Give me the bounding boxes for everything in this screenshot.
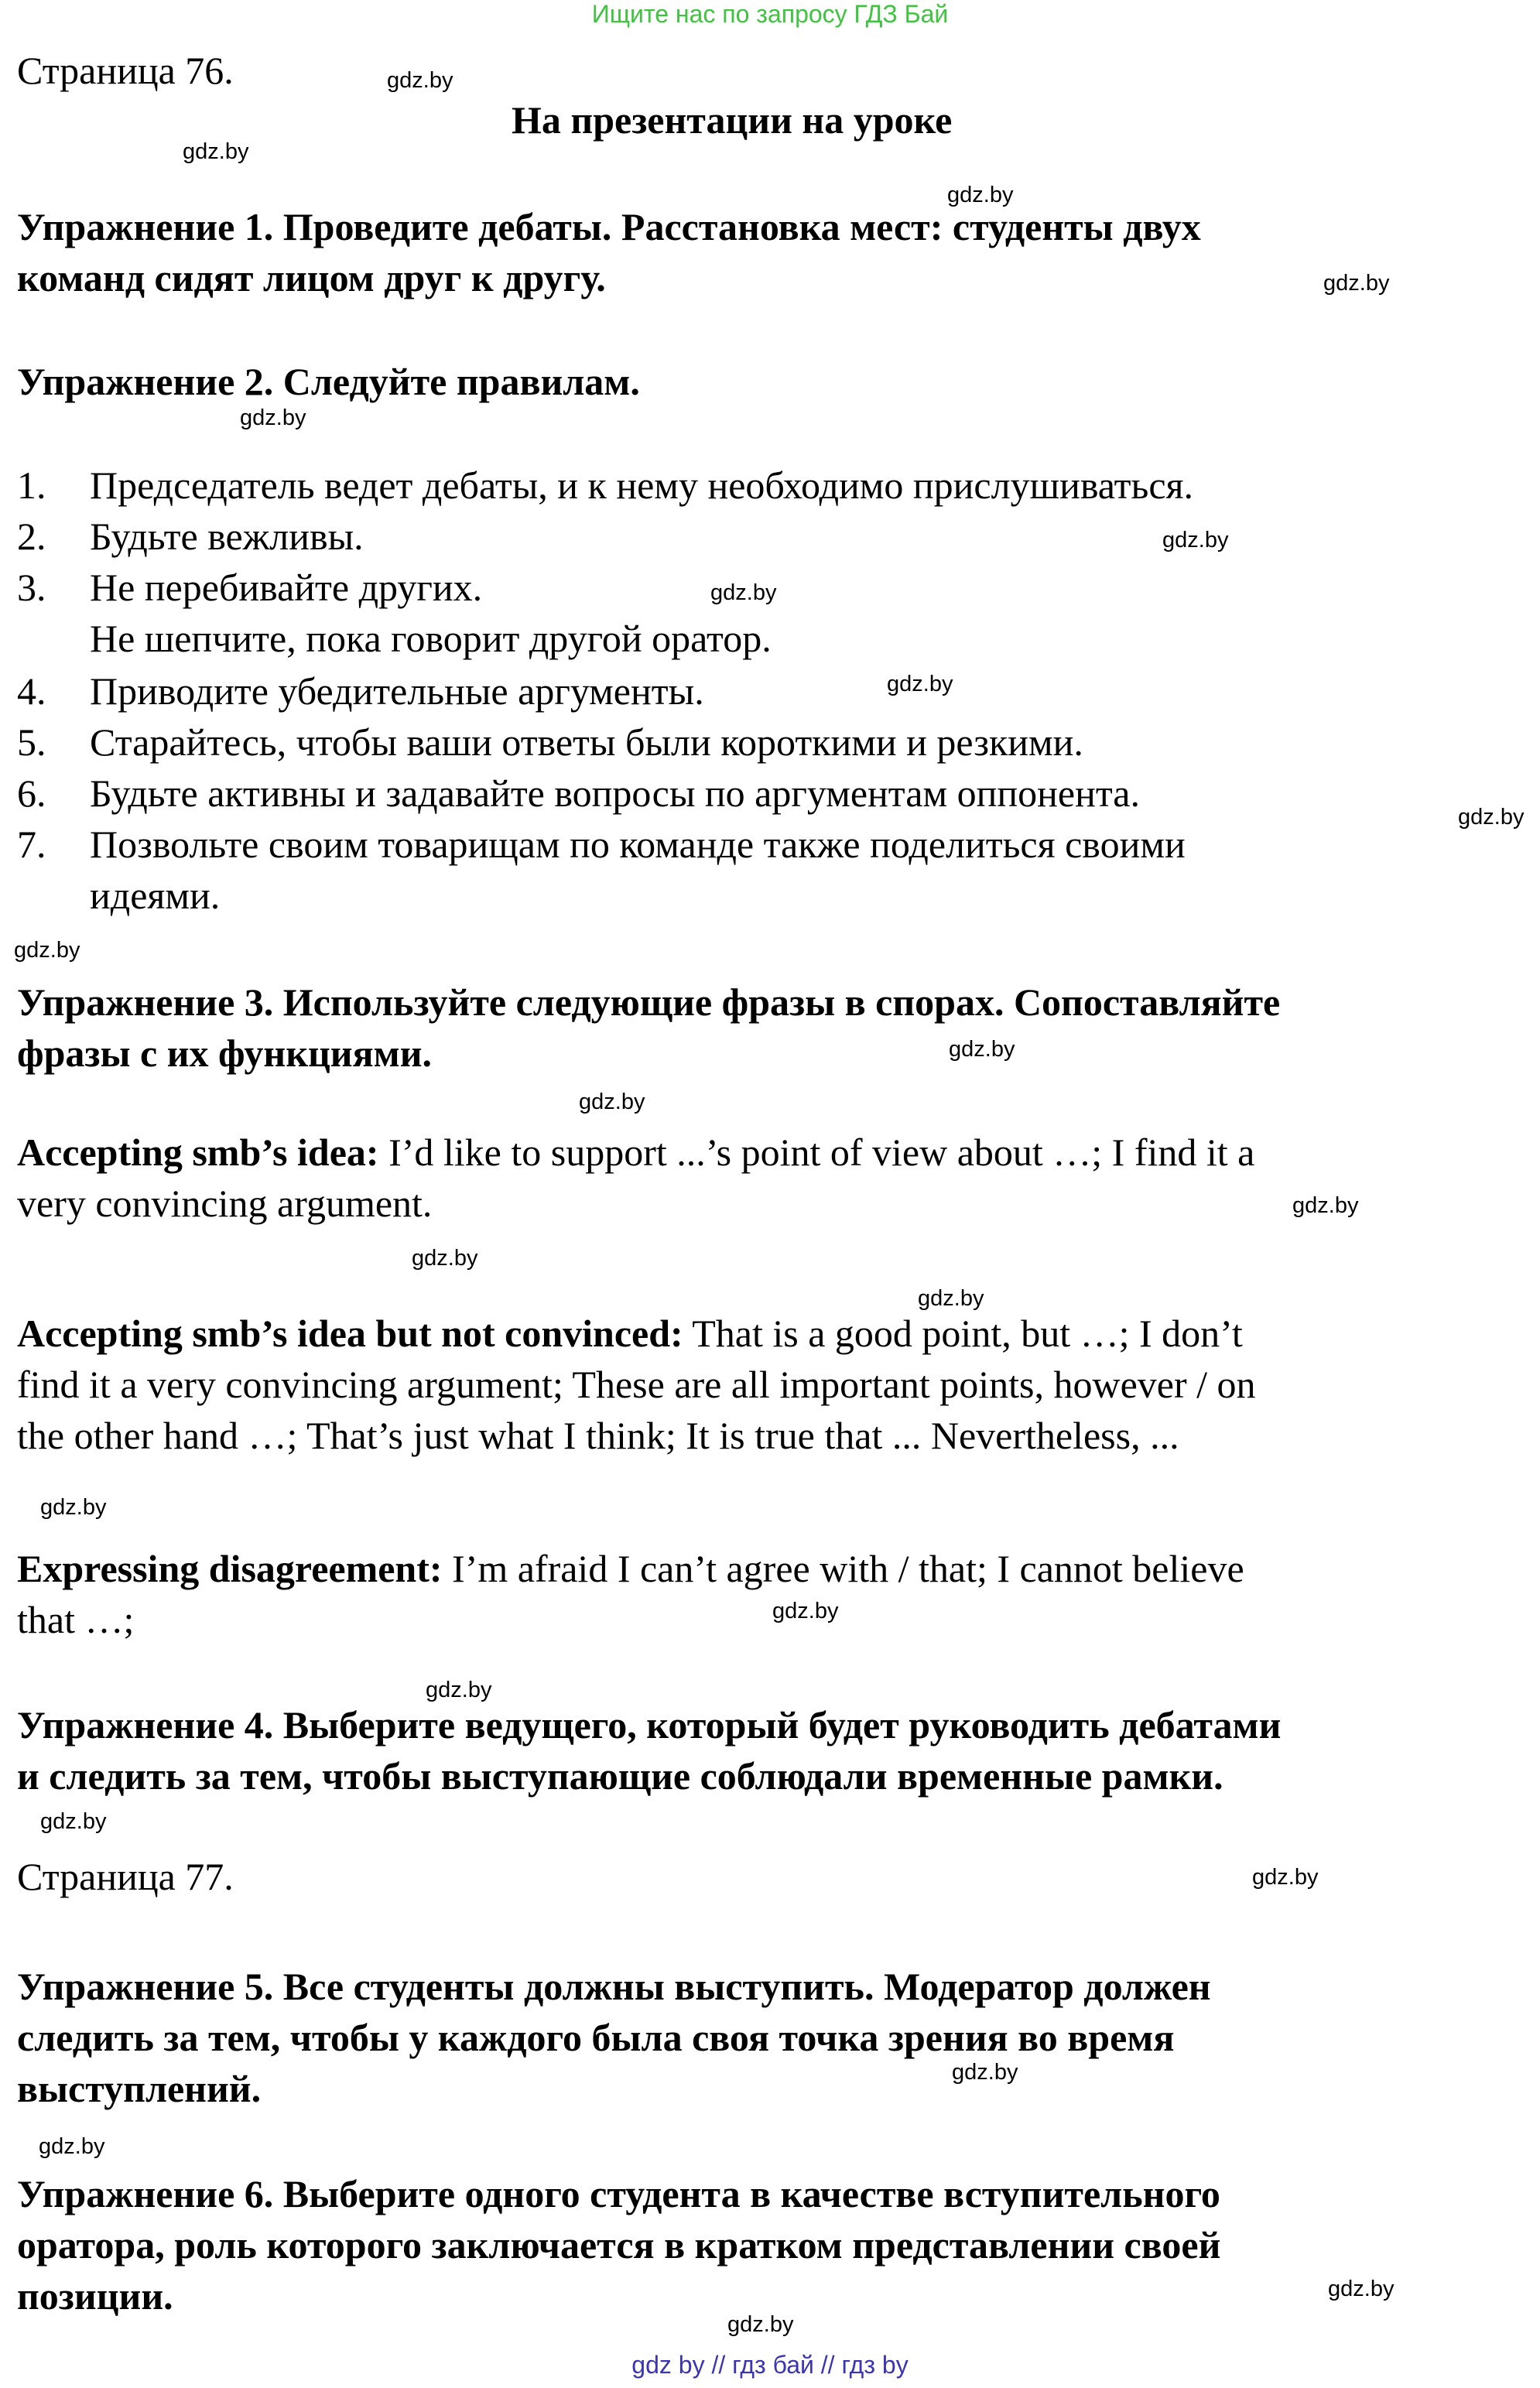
watermark: gdz.by (1328, 2277, 1395, 2301)
watermark: gdz.by (426, 1678, 492, 1702)
rule-text: Будьте активны и задавайте вопросы по аргументам оппонента. (90, 771, 1140, 815)
exercise-4-line-1: Упражнение 4. Выберите ведущего, который будет руководить дебатами (17, 1703, 1282, 1747)
watermark: gdz.by (727, 2312, 794, 2337)
exercise-6-line-2: оратора, роль которого заключается в кратком представлении своей (17, 2223, 1221, 2267)
rule-number: 4. (17, 669, 46, 713)
watermark: gdz.by (240, 405, 306, 430)
rule-item (90, 768, 1140, 819)
watermark: gdz.by (14, 938, 80, 963)
phrase-text: very convincing argument. (17, 1182, 433, 1225)
watermark: gdz.by (1458, 805, 1525, 830)
watermark: gdz.by (949, 1037, 1015, 1062)
rule-item (90, 460, 1193, 511)
exercise-4-line-2: и следить за тем, чтобы выступающие соблюдали временные рамки. (17, 1754, 1223, 1798)
exercise-5-heading (17, 1961, 1211, 2114)
phrase-text: the other hand …; That’s just what I think; It is true that ... Nevertheless, ... (17, 1414, 1179, 1457)
watermark: gdz.by (39, 2134, 105, 2159)
rule-text: Будьте вежливы. (90, 515, 364, 558)
exercise-2-heading: Упражнение 2. Следуйте правилам. (17, 360, 640, 403)
exercise-4-heading (17, 1699, 1281, 1801)
page-number-77: Страница 77. (17, 1855, 234, 1898)
exercise-1-line-1: Упражнение 1. Проведите дебаты. Расстановка мест: студенты двух (17, 205, 1201, 248)
watermark: gdz.by (887, 672, 953, 696)
rule-number: 5. (17, 720, 46, 764)
rule-text: Председатель ведет дебаты, и к нему необходимо прислушиваться. (90, 464, 1194, 507)
exercise-1-heading (17, 201, 1201, 303)
phrase-group-not-convinced (17, 1308, 1256, 1461)
exercise-5-line-1: Упражнение 5. Все студенты должны выступить. Модератор должен (17, 1965, 1211, 2008)
rule-number: 7. (17, 823, 46, 866)
page-title: На презентации на уроке (512, 98, 953, 142)
watermark: gdz.by (1162, 528, 1229, 553)
exercise-3-heading (17, 977, 1280, 1079)
rule-text: Позвольте своим товарищам по команде также поделиться своими (90, 823, 1186, 866)
footer-links[interactable]: gdz by // гдз бай // гдз by (631, 2351, 909, 2379)
phrase-text: find it a very convincing argument; These are all important points, however / on (17, 1363, 1256, 1406)
exercise-5-line-3: выступлений. (17, 2067, 262, 2110)
watermark: gdz.by (387, 68, 453, 93)
watermark: gdz.by (947, 183, 1014, 207)
exercise-1-line-2: команд сидят лицом друг к другу. (17, 256, 606, 299)
exercise-3-line-1: Упражнение 3. Используйте следующие фразы в спорах. Сопоставляйте (17, 980, 1281, 1024)
phrase-text: I’m afraid I can’t agree with / that; I cannot believe (442, 1547, 1244, 1590)
watermark: gdz.by (579, 1090, 645, 1114)
phrase-label-accepting: Accepting smb’s idea: (17, 1131, 379, 1174)
rule-item (90, 511, 364, 562)
phrase-text: That is a good point, but …; I don’t (683, 1312, 1243, 1355)
phrase-group-accepting (17, 1127, 1254, 1229)
watermark: gdz.by (710, 580, 777, 605)
exercise-5-line-2: следить за тем, чтобы у каждого была своя точка зрения во время (17, 2016, 1175, 2059)
watermark: gdz.by (40, 1495, 107, 1520)
page-number-76: Страница 76. (17, 49, 234, 92)
watermark: gdz.by (918, 1286, 984, 1311)
rule-number: 3. (17, 566, 46, 609)
rule-text: Не перебивайте других. (90, 566, 483, 609)
rule-text: Не шепчите, пока говорит другой оратор. (90, 617, 772, 660)
rule-number: 6. (17, 771, 46, 815)
exercise-6-line-1: Упражнение 6. Выберите одного студента в качестве вступительного (17, 2172, 1220, 2215)
watermark: gdz.by (1323, 271, 1390, 296)
watermark: gdz.by (772, 1599, 839, 1623)
rule-text: Старайтесь, чтобы ваши ответы были короткими и резкими. (90, 720, 1083, 764)
phrase-label-disagreement: Expressing disagreement: (17, 1547, 443, 1590)
rule-text: Приводите убедительные аргументы. (90, 669, 704, 713)
watermark: gdz.by (1252, 1865, 1319, 1890)
phrase-text: I’d like to support ...’s point of view about …; I find it a (378, 1131, 1255, 1174)
exercise-6-line-3: позиции. (17, 2274, 173, 2318)
watermark: gdz.by (40, 1809, 107, 1834)
top-banner[interactable]: Ищите нас по запросу ГДЗ Бай (591, 0, 949, 28)
watermark: gdz.by (183, 139, 249, 164)
watermark: gdz.by (952, 2060, 1018, 2085)
phrase-text: that …; (17, 1598, 135, 1641)
rule-item (90, 819, 1186, 921)
rule-number: 2. (17, 515, 46, 558)
rule-text: идеями. (90, 874, 221, 917)
rule-item (90, 665, 704, 717)
phrase-group-disagreement (17, 1543, 1244, 1645)
phrase-label-not-convinced: Accepting smb’s idea but not convinced: (17, 1312, 683, 1355)
rule-item (90, 717, 1083, 768)
watermark: gdz.by (412, 1246, 478, 1271)
exercise-3-line-2: фразы с их функциями. (17, 1031, 433, 1075)
rule-item (90, 562, 772, 664)
rule-number: 1. (17, 464, 46, 507)
exercise-6-heading (17, 2168, 1220, 2321)
watermark: gdz.by (1292, 1193, 1359, 1218)
